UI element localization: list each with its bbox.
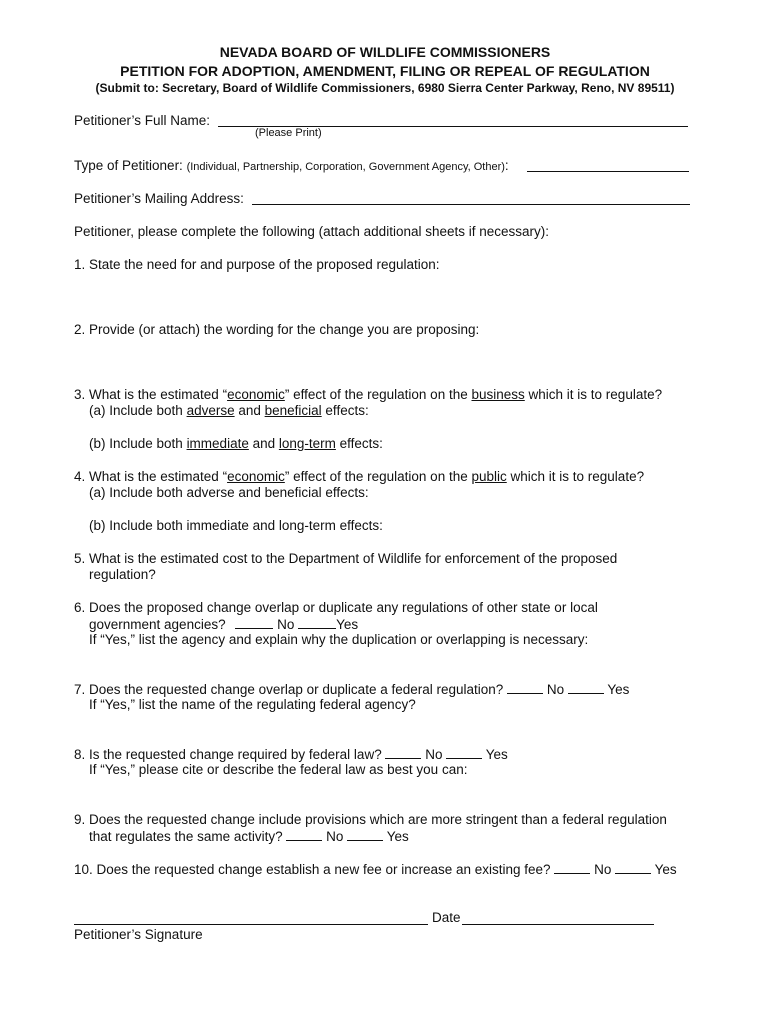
q3-business: business <box>471 387 525 402</box>
q7-yes-label: Yes <box>607 682 630 697</box>
q10-text: 10. Does the requested change establish a new fee or increase an existing fee? <box>74 862 551 877</box>
question-4a: (a) Include both adverse and beneficial effects: <box>89 485 369 500</box>
q3b-immediate: immediate <box>186 436 249 451</box>
q8-no-blank[interactable] <box>385 746 421 759</box>
question-7-line-1 <box>74 681 629 697</box>
question-9-line-2 <box>89 828 409 844</box>
q6-no-label: No <box>277 617 295 632</box>
q4-public: public <box>471 469 507 484</box>
q7-no-blank[interactable] <box>507 681 543 694</box>
q3b-long-term: long-term <box>278 436 336 451</box>
full-name-row <box>74 113 210 128</box>
q4-text-end: which it is to regulate? <box>506 469 645 484</box>
signature-field[interactable] <box>74 923 428 925</box>
question-5-line-2: regulation? <box>89 567 156 582</box>
q6-no-blank[interactable] <box>235 616 273 629</box>
submit-instructions: (Submit to: Secretary, Board of Wildlife Commissioners, 6980 Sierra Center Parkway, Reno, NV 89511) <box>95 81 675 95</box>
q3a-and: and <box>234 403 265 418</box>
question-3b <box>89 436 383 451</box>
q3a-beneficial: beneficial <box>264 403 322 418</box>
question-3 <box>74 387 662 402</box>
q6-yes-label: Yes <box>336 617 359 632</box>
question-7-line-2: If “Yes,” list the name of the regulating federal agency? <box>89 697 416 712</box>
question-6-line-1: 6. Does the proposed change overlap or duplicate any regulations of other state or local <box>74 600 598 615</box>
q4-text-mid: ” effect of the regulation on the <box>284 469 472 484</box>
q9-no-label: No <box>326 829 344 844</box>
q8-yes-blank[interactable] <box>446 746 482 759</box>
q3b-and: and <box>248 436 279 451</box>
mailing-address-row <box>74 191 244 206</box>
q3a-adverse: adverse <box>186 403 235 418</box>
petitioner-type-colon: : <box>504 158 509 173</box>
full-name-label: Petitioner’s Full Name: <box>74 113 211 128</box>
petitioner-type-options: (Individual, Partnership, Corporation, Government Agency, Other) <box>186 161 505 173</box>
question-8-line-2: If “Yes,” please cite or describe the federal law as best you can: <box>89 762 468 777</box>
instructions-text: Petitioner, please complete the following (attach additional sheets if necessary): <box>74 224 550 239</box>
question-8-line-1 <box>74 746 508 762</box>
q9-yes-blank[interactable] <box>347 828 383 841</box>
q9-no-blank[interactable] <box>286 828 322 841</box>
date-label: Date <box>432 910 461 925</box>
q10-no-blank[interactable] <box>554 861 590 874</box>
question-10 <box>74 861 677 877</box>
q9-text: that regulates the same activity? <box>89 829 283 844</box>
question-9-line-1: 9. Does the requested change include provisions which are more stringent than a federal regulation <box>74 812 667 827</box>
please-print-note: (Please Print) <box>255 127 322 139</box>
mailing-address-label: Petitioner’s Mailing Address: <box>74 191 244 206</box>
form-subtitle: PETITION FOR ADOPTION, AMENDMENT, FILING OR REPEAL OF REGULATION <box>120 63 650 79</box>
question-3a <box>89 403 369 418</box>
q3b-text-end: effects: <box>335 436 383 451</box>
q8-yes-label: Yes <box>485 747 508 762</box>
signature-label: Petitioner’s Signature <box>74 927 203 942</box>
question-1: 1. State the need for and purpose of the proposed regulation: <box>74 257 440 272</box>
q3b-text-start: (b) Include both <box>89 436 187 451</box>
petitioner-type-row <box>74 158 509 173</box>
question-6-line-3: If “Yes,” list the agency and explain why the duplication or overlapping is necessary: <box>89 632 589 647</box>
q3-text-start: 3. What is the estimated “ <box>74 387 228 402</box>
q10-yes-label: Yes <box>654 862 677 877</box>
mailing-address-field[interactable] <box>252 203 690 205</box>
question-4 <box>74 469 644 484</box>
q8-text: 8. Is the requested change required by federal law? <box>74 747 382 762</box>
q6-text: government agencies? <box>89 617 226 632</box>
q7-yes-blank[interactable] <box>568 681 604 694</box>
q3-text-mid: ” effect of the regulation on the <box>284 387 472 402</box>
date-field[interactable] <box>462 923 654 925</box>
question-2: 2. Provide (or attach) the wording for the change you are proposing: <box>74 322 480 337</box>
q3a-text-end: effects: <box>321 403 369 418</box>
q3a-text-start: (a) Include both <box>89 403 187 418</box>
question-6-line-2 <box>89 616 358 632</box>
q3-economic: economic <box>227 387 285 402</box>
question-4b: (b) Include both immediate and long-term effects: <box>89 518 383 533</box>
q7-text: 7. Does the requested change overlap or duplicate a federal regulation? <box>74 682 504 697</box>
q6-yes-blank[interactable] <box>298 616 336 629</box>
q9-yes-label: Yes <box>386 829 409 844</box>
q3-text-end: which it is to regulate? <box>524 387 663 402</box>
q4-economic: economic <box>227 469 285 484</box>
q7-no-label: No <box>546 682 565 697</box>
petitioner-type-label: Type of Petitioner: <box>74 158 183 173</box>
form-title: NEVADA BOARD OF WILDLIFE COMMISSIONERS <box>219 44 551 60</box>
petitioner-type-field[interactable] <box>527 170 689 172</box>
q10-yes-blank[interactable] <box>615 861 651 874</box>
q10-no-label: No <box>594 862 612 877</box>
q8-no-label: No <box>425 747 443 762</box>
q4-text-start: 4. What is the estimated “ <box>74 469 228 484</box>
question-5-line-1: 5. What is the estimated cost to the Department of Wildlife for enforcement of the proposed <box>74 551 618 566</box>
